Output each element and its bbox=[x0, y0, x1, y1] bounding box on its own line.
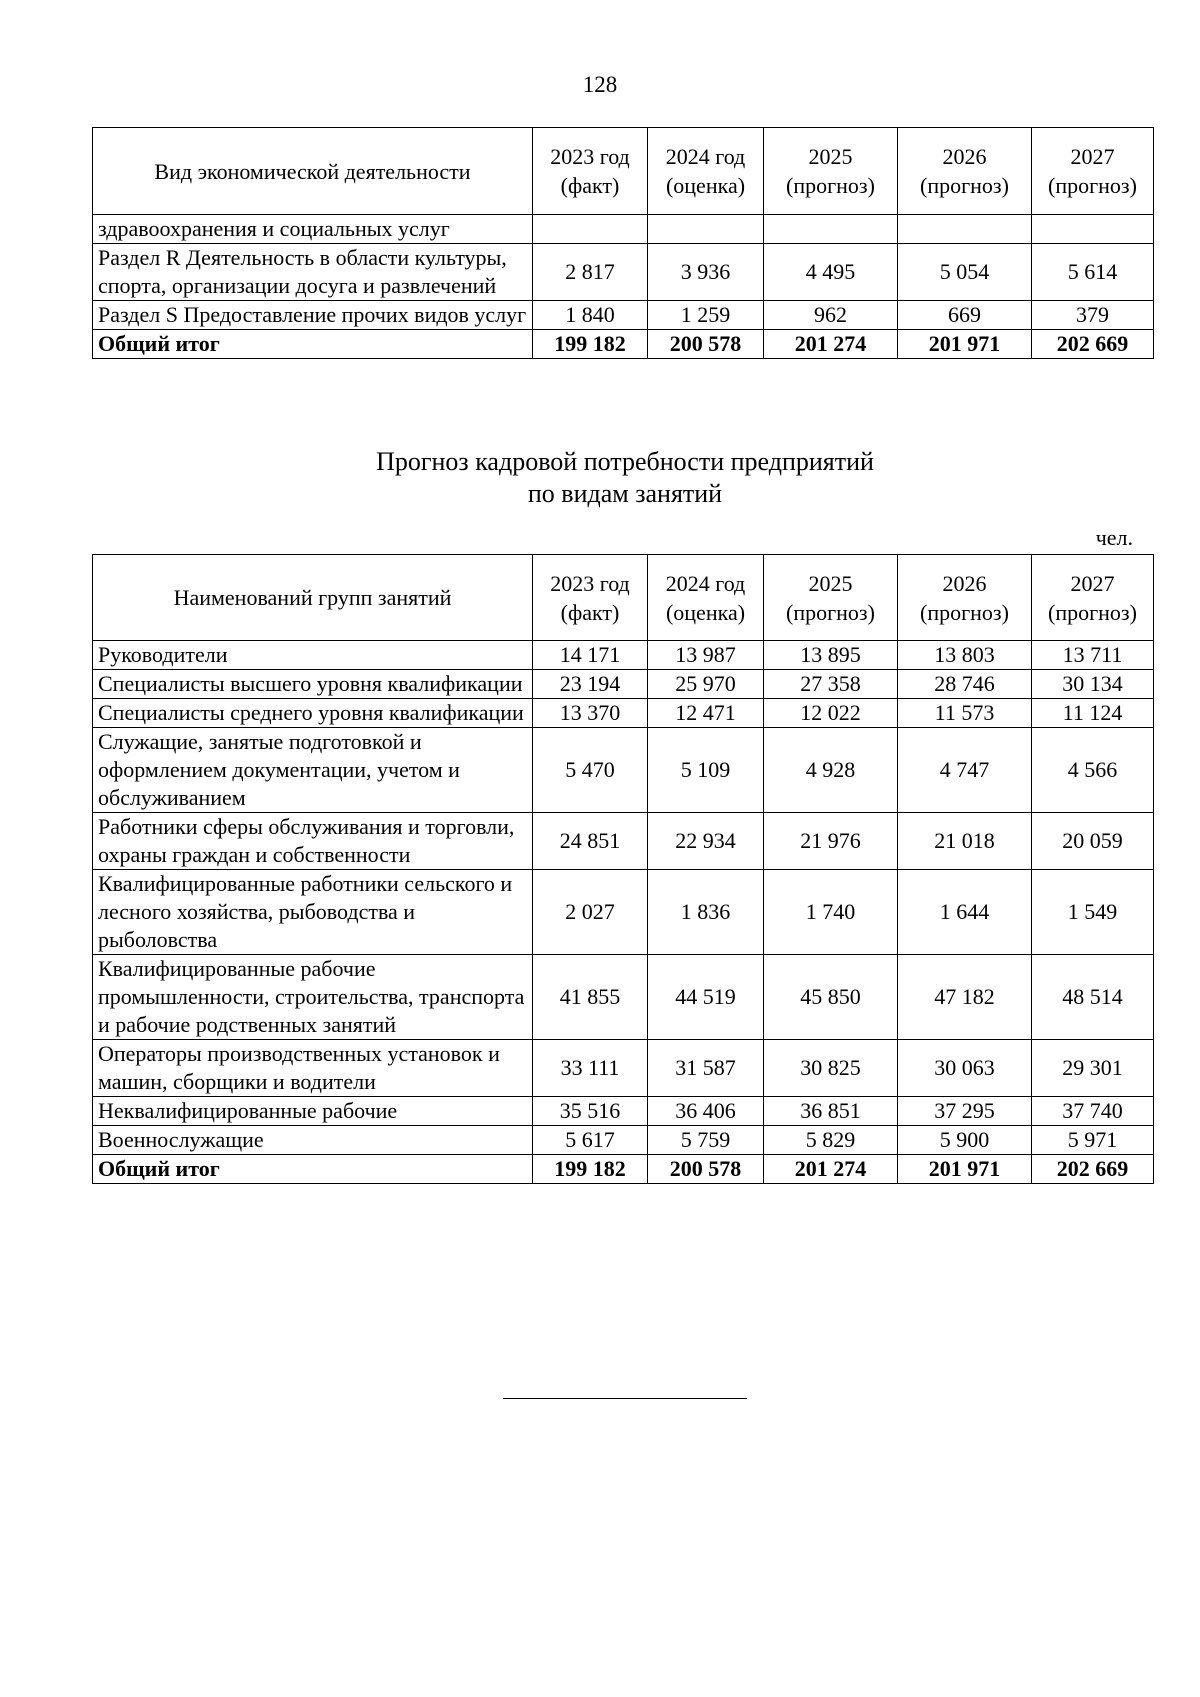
table-row bbox=[93, 699, 1154, 728]
row-name: Неквалифицированные рабочие bbox=[93, 1097, 533, 1126]
column-header: 2024 год (оценка) bbox=[648, 128, 764, 215]
cell-value: 13 803 bbox=[898, 641, 1032, 670]
row-name: Военнослужащие bbox=[93, 1126, 533, 1155]
cell-value: 1 836 bbox=[648, 870, 764, 955]
table-row bbox=[93, 215, 1154, 244]
cell-value: 36 406 bbox=[648, 1097, 764, 1126]
table-row bbox=[93, 813, 1154, 870]
cell-value: 4 495 bbox=[764, 244, 898, 301]
table-row bbox=[93, 870, 1154, 955]
row-name: Специалисты среднего уровня квалификации bbox=[93, 699, 533, 728]
page-number: 128 bbox=[582, 72, 618, 97]
cell-value: 41 855 bbox=[533, 955, 648, 1040]
row-name: Специалисты высшего уровня квалификации bbox=[93, 670, 533, 699]
occupation-groups-table bbox=[92, 554, 1154, 1184]
table-row bbox=[93, 728, 1154, 813]
cell-value: 2 817 bbox=[533, 244, 648, 301]
cell-value: 29 301 bbox=[1032, 1040, 1154, 1097]
cell-value: 37 295 bbox=[898, 1097, 1032, 1126]
cell-value: 47 182 bbox=[898, 955, 1032, 1040]
cell-value: 5 759 bbox=[648, 1126, 764, 1155]
column-header: 2023 год (факт) bbox=[533, 128, 648, 215]
cell-value: 4 566 bbox=[1032, 728, 1154, 813]
column-header: 2027 (прогноз) bbox=[1032, 128, 1154, 215]
section-title-line: по видам занятий bbox=[527, 479, 723, 508]
column-header: 2024 год (оценка) bbox=[648, 555, 764, 641]
cell-value: 21 018 bbox=[898, 813, 1032, 870]
table-row bbox=[93, 1126, 1154, 1155]
cell-value: 13 987 bbox=[648, 641, 764, 670]
table-row bbox=[93, 955, 1154, 1040]
cell-value: 5 900 bbox=[898, 1126, 1032, 1155]
cell-value: 30 063 bbox=[898, 1040, 1032, 1097]
cell-value: 1 549 bbox=[1032, 870, 1154, 955]
total-value: 201 274 bbox=[764, 1155, 898, 1184]
cell-value: 30 825 bbox=[764, 1040, 898, 1097]
cell-value: 962 bbox=[764, 301, 898, 330]
cell-value: 27 358 bbox=[764, 670, 898, 699]
table-row bbox=[93, 670, 1154, 699]
cell-value: 2 027 bbox=[533, 870, 648, 955]
cell-value: 35 516 bbox=[533, 1097, 648, 1126]
cell-value: 28 746 bbox=[898, 670, 1032, 699]
cell-value: 25 970 bbox=[648, 670, 764, 699]
economic-activity-table bbox=[92, 127, 1154, 359]
row-name: здравоохранения и социальных услуг bbox=[93, 215, 533, 244]
row-name: Руководители bbox=[93, 641, 533, 670]
table-row bbox=[93, 641, 1154, 670]
cell-value: 21 976 bbox=[764, 813, 898, 870]
total-label: Общий итог bbox=[93, 330, 533, 359]
cell-value: 44 519 bbox=[648, 955, 764, 1040]
column-header: 2026 (прогноз) bbox=[898, 128, 1032, 215]
cell-value: 12 022 bbox=[764, 699, 898, 728]
cell-value: 33 111 bbox=[533, 1040, 648, 1097]
row-name: Квалифицированные работники сельского и лесного хозяйства, рыбоводства и рыболовства bbox=[93, 870, 533, 955]
cell-value: 13 711 bbox=[1032, 641, 1154, 670]
cell-value: 5 617 bbox=[533, 1126, 648, 1155]
table-header-row bbox=[93, 128, 1154, 215]
cell-value: 45 850 bbox=[764, 955, 898, 1040]
cell-value: 1 740 bbox=[764, 870, 898, 955]
table-row bbox=[93, 1097, 1154, 1126]
cell-value: 1 644 bbox=[898, 870, 1032, 955]
cell-value: 5 054 bbox=[898, 244, 1032, 301]
cell-value: 12 471 bbox=[648, 699, 764, 728]
table-header-row bbox=[93, 555, 1154, 641]
column-header: 2027 (прогноз) bbox=[1032, 555, 1154, 641]
cell-value: 48 514 bbox=[1032, 955, 1154, 1040]
total-row bbox=[93, 330, 1154, 359]
cell-value: 22 934 bbox=[648, 813, 764, 870]
total-value: 202 669 bbox=[1032, 1155, 1154, 1184]
total-value: 201 274 bbox=[764, 330, 898, 359]
cell-value: 13 895 bbox=[764, 641, 898, 670]
cell-value: 1 259 bbox=[648, 301, 764, 330]
total-value: 201 971 bbox=[898, 330, 1032, 359]
total-value: 200 578 bbox=[648, 330, 764, 359]
cell-value: 669 bbox=[898, 301, 1032, 330]
cell-value: 37 740 bbox=[1032, 1097, 1154, 1126]
cell-value: 3 936 bbox=[648, 244, 764, 301]
total-value: 200 578 bbox=[648, 1155, 764, 1184]
column-header: Вид экономической деятельности bbox=[93, 128, 533, 215]
cell-value: 4 747 bbox=[898, 728, 1032, 813]
row-name: Раздел R Деятельность в области культуры, спорта, организации досуга и развлечений bbox=[93, 244, 533, 301]
cell-value: 14 171 bbox=[533, 641, 648, 670]
column-header: 2023 год (факт) bbox=[533, 555, 648, 641]
row-name: Работники сферы обслуживания и торговли, охраны граждан и собственности bbox=[93, 813, 533, 870]
table-row bbox=[93, 1040, 1154, 1097]
total-row bbox=[93, 1155, 1154, 1184]
row-name: Операторы производственных установок и машин, сборщики и водители bbox=[93, 1040, 533, 1097]
column-header: 2026 (прогноз) bbox=[898, 555, 1032, 641]
cell-value: 36 851 bbox=[764, 1097, 898, 1126]
cell-value: 11 124 bbox=[1032, 699, 1154, 728]
section-title bbox=[0, 446, 1200, 510]
cell-value: 4 928 bbox=[764, 728, 898, 813]
column-header: 2025 (прогноз) bbox=[764, 128, 898, 215]
cell-value: 5 109 bbox=[648, 728, 764, 813]
total-value: 199 182 bbox=[533, 1155, 648, 1184]
table-row bbox=[93, 301, 1154, 330]
end-of-document-rule bbox=[503, 1398, 747, 1399]
total-value: 201 971 bbox=[898, 1155, 1032, 1184]
cell-value: 20 059 bbox=[1032, 813, 1154, 870]
cell-value: 5 829 bbox=[764, 1126, 898, 1155]
table-row bbox=[93, 244, 1154, 301]
cell-value: 5 614 bbox=[1032, 244, 1154, 301]
total-value: 199 182 bbox=[533, 330, 648, 359]
row-name: Раздел S Предоставление прочих видов услуг bbox=[93, 301, 533, 330]
total-label: Общий итог bbox=[93, 1155, 533, 1184]
column-header: Наименований групп занятий bbox=[93, 555, 533, 641]
cell-value: 31 587 bbox=[648, 1040, 764, 1097]
total-value: 202 669 bbox=[1032, 330, 1154, 359]
cell-value: 5 470 bbox=[533, 728, 648, 813]
cell-value: 5 971 bbox=[1032, 1126, 1154, 1155]
section-title-line: Прогноз кадровой потребности предприятий bbox=[376, 447, 874, 476]
cell-value: 30 134 bbox=[1032, 670, 1154, 699]
cell-value: 23 194 bbox=[533, 670, 648, 699]
cell-value: 11 573 bbox=[898, 699, 1032, 728]
cell-value: 379 bbox=[1032, 301, 1154, 330]
unit-label: чел. bbox=[1095, 525, 1133, 550]
cell-value: 24 851 bbox=[533, 813, 648, 870]
cell-value: 1 840 bbox=[533, 301, 648, 330]
column-header: 2025 (прогноз) bbox=[764, 555, 898, 641]
row-name: Квалифицированные рабочие промышленности, строительства, транспорта и рабочие родственных занятий bbox=[93, 955, 533, 1040]
row-name: Служащие, занятые подготовкой и оформлением документации, учетом и обслуживанием bbox=[93, 728, 533, 813]
cell-value: 13 370 bbox=[533, 699, 648, 728]
